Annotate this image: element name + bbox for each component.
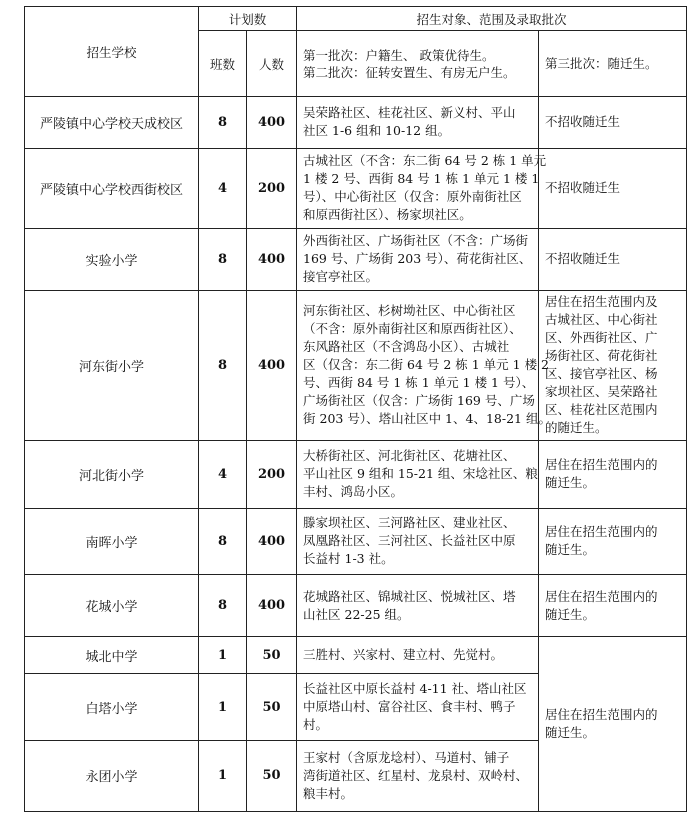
migrant-policy <box>539 291 687 441</box>
people-count: 200 <box>247 148 297 228</box>
policy-text-line: 随迁生。 <box>545 475 596 491</box>
table-row <box>25 575 687 637</box>
class-count: 8 <box>199 508 247 574</box>
class-count: 4 <box>199 148 247 228</box>
school-name: 严陵镇中心学校天成校区 <box>25 97 199 148</box>
table-row <box>25 508 687 574</box>
plan-column-header: 计划数 <box>199 7 297 31</box>
class-count: 1 <box>199 740 247 811</box>
policy-text-line: 居住在招生范围内及 <box>545 294 658 310</box>
area-text-line: 区（仅含：东二街 64 号 2 栋 1 单元 1 楼 2 <box>303 357 549 373</box>
area-text-line: 丰村、鸿岛小区。 <box>303 484 404 500</box>
migrant-policy: 不招收随迁生 <box>539 228 687 290</box>
classes-column-header: 班数 <box>199 31 247 97</box>
area-text-line: 广场街社区（仅含：广场街 169 号、广场 <box>303 393 535 409</box>
school-name: 永团小学 <box>25 740 199 811</box>
area-text-line: 山社区 22-25 组。 <box>303 606 410 622</box>
enrollment-area <box>297 97 539 148</box>
school-name: 南晖小学 <box>25 508 199 574</box>
policy-text-line: 随迁生。 <box>545 542 596 558</box>
migrant-policy <box>539 575 687 637</box>
table-row <box>25 228 687 290</box>
area-text-line: 花城路社区、锦城社区、悦城社区、塔 <box>303 588 516 604</box>
policy-text-line: 区、外西街社区、广 <box>545 330 658 346</box>
school-name: 白塔小学 <box>25 674 199 740</box>
people-count: 400 <box>247 97 297 148</box>
policy-text-line: 古城社区、中心街社 <box>545 312 658 328</box>
people-count: 50 <box>247 740 297 811</box>
scope-column-header: 招生对象、范围及录取批次 <box>297 7 687 31</box>
area-text-line: 和原西街社区）、杨家坝社区。 <box>303 207 472 223</box>
migrant-policy <box>539 440 687 508</box>
people-count: 200 <box>247 440 297 508</box>
area-text-line: 中原塔山村、富谷社区、食丰村、鸭子 <box>303 699 516 715</box>
enrollment-area <box>297 674 539 740</box>
people-count: 400 <box>247 291 297 441</box>
policy-text-line: 随迁生。 <box>545 725 596 741</box>
class-count: 1 <box>199 637 247 674</box>
area-text-line: 河东街社区、杉树坳社区、中心街社区 <box>303 303 516 319</box>
migrant-policy <box>539 508 687 574</box>
area-text-line: 长益村 1-3 社。 <box>303 551 394 567</box>
class-count: 8 <box>199 291 247 441</box>
class-count: 8 <box>199 97 247 148</box>
area-text-line: 外西街社区、广场街社区（不含：广场街 <box>303 233 529 249</box>
area-text-line: 街 203 号）、塔山社区中 1、4、18-21 组。 <box>303 411 551 427</box>
area-text-line: 东风路社区（不含鸿岛小区）、古城社 <box>303 339 510 355</box>
area-text-line: 湾街道社区、红星村、龙泉村、双岭村、 <box>303 767 529 783</box>
school-name: 河北街小学 <box>25 440 199 508</box>
area-text-line: 长益社区中原长益村 4-11 社、塔山社区 <box>303 681 527 697</box>
table-row <box>25 148 687 228</box>
area-text-line: 滕家坝社区、三河路社区、建业社区、 <box>303 515 516 531</box>
class-count: 8 <box>199 575 247 637</box>
school-name: 花城小学 <box>25 575 199 637</box>
area-text-line: 169 号、广场街 203 号）、荷花街社区、 <box>303 251 532 267</box>
area-text-line: 凤凰路社区、三河社区、长益社区中原 <box>303 533 516 549</box>
enrollment-area <box>297 440 539 508</box>
policy-text-line: 居住在招生范围内的 <box>545 707 658 723</box>
school-name: 城北中学 <box>25 637 199 674</box>
people-count: 400 <box>247 228 297 290</box>
policy-text-line: 场街社区、荷花街社 <box>545 348 658 364</box>
table-row <box>25 97 687 148</box>
class-count: 4 <box>199 440 247 508</box>
area-text-line: 粮丰村。 <box>303 785 354 801</box>
policy-text-line: 区、桂花社区范围内 <box>545 402 658 418</box>
school-name: 严陵镇中心学校西街校区 <box>25 148 199 228</box>
enrollment-area <box>297 228 539 290</box>
area-text-line: 村。 <box>303 717 329 733</box>
batch-1-2-header <box>297 31 539 97</box>
area-text-line: 接官亭社区。 <box>303 269 379 285</box>
area-text-line: 平山社区 9 组和 15-21 组、宋埝社区、粮 <box>303 466 538 482</box>
table-row <box>25 291 687 441</box>
table-row <box>25 637 687 674</box>
migrant-policy: 不招收随迁生 <box>539 148 687 228</box>
policy-text-line: 家坝社区、吴荣路社 <box>545 384 658 400</box>
policy-text-line: 居住在招生范围内的 <box>545 588 658 604</box>
area-text-line: 号）、中心街社区（仅含：原外南街社区 <box>303 189 522 205</box>
policy-text-line: 区、接官亭社区、杨 <box>545 366 658 382</box>
class-count: 8 <box>199 228 247 290</box>
area-text-line: （不含：原外南街社区和原西街社区）、 <box>303 321 522 337</box>
area-text-line: 大桥街社区、河北街社区、花塘社区、 <box>303 448 516 464</box>
school-column-header: 招生学校 <box>25 7 199 97</box>
policy-text-line: 的随迁生。 <box>545 420 608 436</box>
area-text-line: 古城社区（不含：东二街 64 号 2 栋 1 单元 <box>303 153 547 169</box>
people-count: 50 <box>247 674 297 740</box>
batch-1-label: 第一批次：户籍生、 政策优待生。 <box>303 47 495 63</box>
school-name: 实验小学 <box>25 228 199 290</box>
area-text-line: 社区 1-6 组和 10-12 组。 <box>303 123 451 139</box>
area-text-line: 王家村（含原龙埝村）、马道村、铺子 <box>303 749 510 765</box>
migrant-policy-merged <box>539 637 687 812</box>
enrollment-table <box>24 6 687 812</box>
area-text-line: 吴荣路社区、桂花社区、新义村、平山 <box>303 105 516 121</box>
area-text-line: 号、西街 84 号 1 栋 1 单元 1 楼 1 号）、 <box>303 375 535 391</box>
policy-text-line: 居住在招生范围内的 <box>545 524 658 540</box>
people-count: 50 <box>247 637 297 674</box>
enrollment-area <box>297 575 539 637</box>
school-name: 河东街小学 <box>25 291 199 441</box>
migrant-policy: 不招收随迁生 <box>539 97 687 148</box>
batch-2-label: 第二批次：征转安置生、有房无户生。 <box>303 64 516 80</box>
area-text-line: 三胜村、兴家村、建立村、先觉村。 <box>303 647 504 663</box>
batch-3-header: 第三批次：随迁生。 <box>539 31 687 97</box>
people-column-header: 人数 <box>247 31 297 97</box>
enrollment-area <box>297 291 551 441</box>
area-text-line: 1 楼 2 号、西街 84 号 1 栋 1 单元 1 楼 1 <box>303 171 540 187</box>
enrollment-area <box>297 740 539 811</box>
enrollment-area <box>297 508 539 574</box>
table-row <box>25 440 687 508</box>
people-count: 400 <box>247 575 297 637</box>
people-count: 400 <box>247 508 297 574</box>
enrollment-area <box>297 637 539 674</box>
policy-text-line: 居住在招生范围内的 <box>545 457 658 473</box>
enrollment-area <box>297 148 547 228</box>
class-count: 1 <box>199 674 247 740</box>
policy-text-line: 随迁生。 <box>545 606 596 622</box>
